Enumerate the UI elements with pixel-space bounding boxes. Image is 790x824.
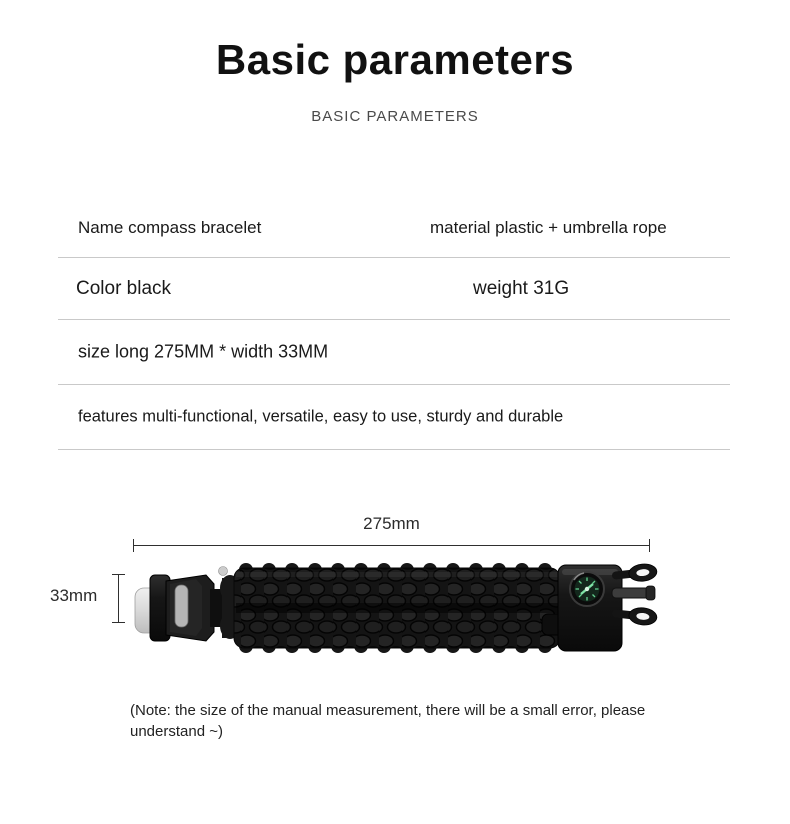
flint-rod: [612, 586, 655, 600]
width-dimension-line: [118, 574, 119, 623]
spec-color: Color black: [76, 277, 172, 299]
product-dimension-figure: [0, 500, 790, 680]
spec-weight: weight 31G: [473, 277, 570, 299]
table-row: [58, 198, 730, 258]
length-dimension-label: 275mm: [363, 514, 420, 533]
length-dimension-tick-right: [649, 539, 650, 552]
right-buckle: [542, 563, 658, 651]
spec-table: [58, 198, 730, 450]
width-dimension-tick-bottom: [112, 622, 125, 623]
spec-size: size long 275MM * width 33MM: [78, 341, 329, 362]
paracord-braid: [220, 563, 560, 653]
left-buckle: [135, 567, 232, 642]
length-dimension-line: [133, 545, 650, 546]
spec-name: Name compass bracelet: [78, 217, 262, 237]
metal-bead: [219, 567, 228, 576]
table-row: [58, 320, 730, 385]
compass-icon: [570, 572, 604, 606]
page-subtitle: BASIC PARAMETERS: [311, 108, 479, 125]
table-row: [58, 385, 730, 450]
width-dimension-tick-top: [112, 574, 125, 575]
spec-material: material plastic + umbrella rope: [430, 217, 667, 237]
page-title: Basic parameters: [215, 36, 575, 83]
measurement-note: (Note: the size of the manual measurement, there will be a small error, please understand ~): [130, 702, 646, 740]
table-row: [58, 258, 730, 320]
bracelet-product-image: [126, 556, 660, 660]
width-dimension-label: 33mm: [50, 586, 98, 605]
length-dimension-tick-left: [133, 539, 134, 552]
spec-features: features multi-functional, versatile, easy to use, sturdy and durable: [78, 407, 564, 426]
